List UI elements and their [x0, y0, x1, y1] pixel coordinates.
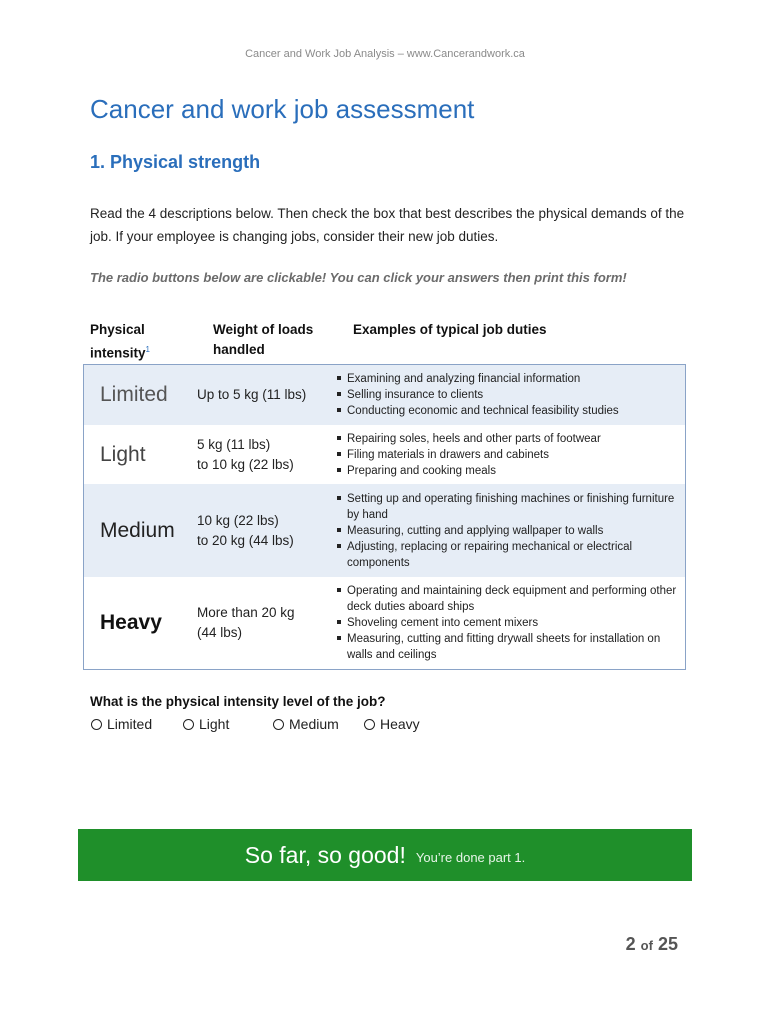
duty-item: Measuring, cutting and fitting drywall sheets for installation on walls and ceilings — [347, 631, 677, 663]
table-row-light — [84, 425, 685, 484]
duties-list — [337, 371, 677, 419]
radio-circle-icon[interactable] — [183, 719, 194, 730]
table-row-limited — [84, 365, 685, 425]
intensity-radio-group — [0, 716, 770, 738]
table-row-medium — [84, 484, 685, 577]
intro-paragraph: Read the 4 descriptions below. Then check the box that best describes the physical demands of the job. If your employee is changing jobs, consider their new job duties. — [90, 206, 685, 244]
level-label: Medium — [100, 518, 175, 542]
clickable-hint: The radio buttons below are clickable! You can click your answers then print this form! — [90, 270, 627, 285]
duty-item: Repairing soles, heels and other parts of footwear — [347, 431, 677, 447]
weight-header-line1: Weight of loads — [213, 322, 314, 337]
weight-header-line2: handled — [213, 342, 265, 357]
completion-banner — [78, 829, 692, 881]
duty-item: Conducting economic and technical feasibility studies — [347, 403, 677, 419]
weight-cell — [197, 385, 337, 405]
running-header: Cancer and Work Job Analysis – www.Cancerandwork.ca — [245, 48, 525, 60]
radio-circle-icon[interactable] — [364, 719, 375, 730]
weight-cell — [197, 435, 337, 475]
radio-option-limited[interactable] — [91, 716, 152, 732]
duty-item: Setting up and operating finishing machines or finishing furniture by hand — [347, 491, 677, 523]
radio-label: Heavy — [380, 716, 420, 732]
radio-label: Limited — [107, 716, 153, 732]
weight-line: 5 kg (11 lbs) — [197, 436, 271, 452]
duty-item: Filing materials in drawers and cabinets — [347, 447, 677, 463]
duty-item: Examining and analyzing financial information — [347, 371, 677, 387]
radio-option-light[interactable] — [183, 716, 229, 732]
column-header-weight — [213, 320, 313, 360]
radio-label: Medium — [289, 716, 339, 732]
radio-circle-icon[interactable] — [91, 719, 102, 730]
weight-cell — [197, 511, 337, 551]
intensity-header-line1: Physical — [90, 322, 145, 337]
page-title: Cancer and work job assessment — [90, 94, 475, 124]
intensity-table — [83, 364, 686, 670]
radio-option-medium[interactable] — [273, 716, 339, 732]
radio-label: Light — [199, 716, 230, 732]
level-label: Light — [100, 442, 146, 466]
column-header-duties: Examples of typical job duties — [353, 322, 547, 337]
duty-item: Measuring, cutting and applying wallpaper to walls — [347, 523, 677, 539]
weight-line: (44 lbs) — [197, 625, 243, 640]
weight-line: More than 20 kg — [197, 605, 295, 620]
level-label: Limited — [100, 383, 168, 406]
duties-list — [337, 491, 677, 571]
duty-item: Selling insurance to clients — [347, 387, 677, 403]
radio-circle-icon[interactable] — [273, 719, 284, 730]
intensity-question: What is the physical intensity level of the job? — [90, 694, 386, 709]
weight-cell — [197, 603, 337, 643]
section-title: 1. Physical strength — [90, 152, 261, 172]
column-header-intensity — [90, 320, 150, 364]
weight-line: Up to 5 kg (11 lbs) — [197, 387, 307, 402]
radio-option-heavy[interactable] — [364, 716, 420, 732]
footnote-marker: 1 — [145, 345, 150, 354]
level-label: Heavy — [100, 611, 162, 634]
weight-line: to 20 kg (44 lbs) — [197, 532, 294, 548]
duties-cell — [337, 425, 685, 485]
page-of: of — [640, 938, 653, 953]
duty-item: Adjusting, replacing or repairing mechanical or electrical components — [347, 539, 677, 571]
weight-line: 10 kg (22 lbs) — [197, 512, 279, 528]
banner-headline: So far, so good! — [244, 841, 406, 868]
duty-item: Operating and maintaining deck equipment and performing other deck duties aboard ships — [347, 585, 677, 613]
duty-item: Preparing and cooking meals — [347, 463, 677, 479]
table-row-heavy — [84, 577, 685, 669]
weight-line: to 10 kg (22 lbs) — [197, 456, 294, 472]
duty-item: Shoveling cement into cement mixers — [347, 615, 677, 631]
banner-subtext: You’re done part 1. — [415, 850, 526, 865]
duties-cell — [337, 485, 685, 577]
intensity-header-line2: intensity — [90, 345, 146, 361]
page-number — [626, 934, 678, 955]
page-current: 2 — [625, 934, 636, 954]
duties-list — [337, 431, 677, 479]
duties-cell — [337, 365, 685, 425]
duties-cell — [337, 577, 685, 669]
duties-list — [337, 583, 677, 663]
page-total: 25 — [657, 934, 678, 954]
